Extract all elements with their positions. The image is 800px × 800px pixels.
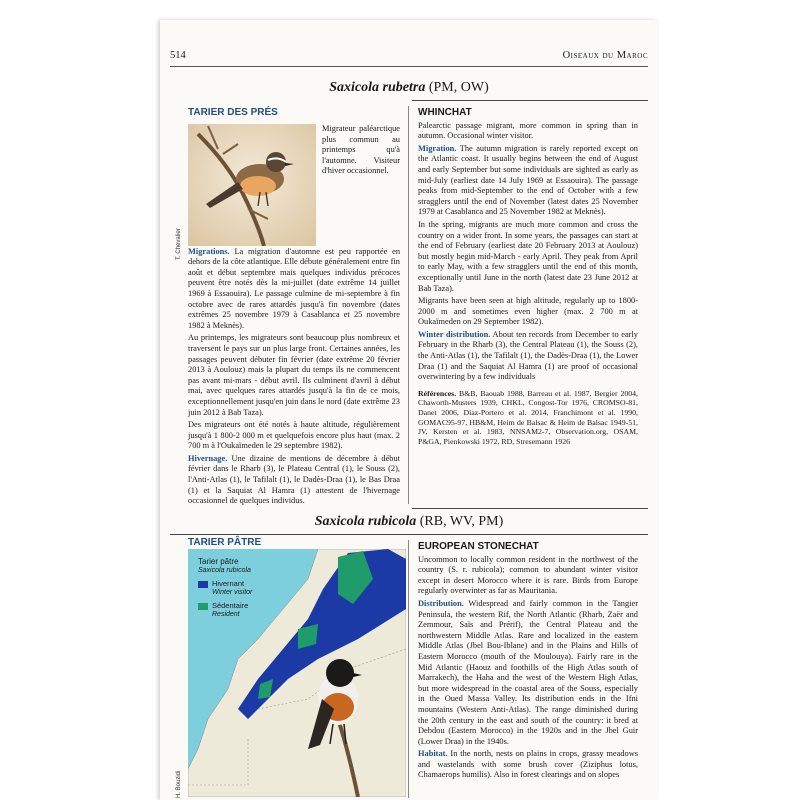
map-subtitle: Saxicola rubicola	[198, 567, 251, 574]
species-title-2	[170, 514, 648, 530]
legend-fr-resident: Sédentaire	[212, 601, 249, 610]
species-title	[170, 80, 648, 96]
legend-item-resident	[198, 601, 252, 619]
title-rule	[412, 100, 648, 101]
whinchat-photo	[188, 124, 316, 246]
en-migration-text: The autumn migration is rarely reported except on the Atlantic coast. It usually begins between the end of August and early September but some individuals are sighted as early as mid-July (earliest date 14 July 1969 at Essaouira). The passage peaks from mid-September to the end of October with a few stragglers until the end of November (latest dates 25 November 1979 at Casablanca and 25 November 1982 at Meknès).	[418, 143, 638, 217]
en-winter-lead: Winter distribution.	[418, 329, 491, 339]
en-habitat-lead: Habitat.	[418, 749, 448, 759]
distribution-map	[188, 549, 406, 797]
map-title: Tarier pâtre	[198, 557, 239, 566]
fr-migration-text: La migration d'automne est peu rapportée en dehors de la côte atlantique. Elle débute généralement entre fin août et début septembre mais quelques individus précoces peuvent être notés dès la mi-juillet (date extrême 14 juillet 1969 à Essaouira). Le passage culmine de mi-septembre à fin octobre avec de rares attardés jusqu'à fin novembre (dates extrêmes 25 novembre 1979 à Casablanca et 25 novembre 1982 à Meknès).	[188, 246, 401, 330]
english-intro: Palearctic passage migrant, more common in spring than in autumn. Occasional winter visitor.	[418, 120, 638, 141]
legend-swatch-winter	[198, 581, 208, 588]
header-rule	[170, 66, 648, 67]
status-codes-2: (RB, WV, PM)	[419, 514, 504, 529]
page-number: 514	[170, 50, 186, 61]
legend-en-winter: Winter visitor	[212, 589, 253, 596]
french-name: TARIER DES PRÉS	[188, 107, 278, 118]
photo-spacer	[188, 123, 400, 245]
english-name: WHINCHAT	[418, 107, 472, 118]
french-column	[188, 108, 400, 509]
french-intro-wrap	[322, 124, 400, 179]
whinchat-illustration	[188, 124, 316, 246]
map-legend	[198, 557, 252, 619]
english-column	[418, 108, 638, 448]
photo-credit-2: H. Bouzidi	[176, 770, 182, 798]
legend-fr-winter: Hivernant	[212, 579, 245, 588]
column-divider-2	[408, 540, 409, 798]
legend-swatch-resident	[198, 603, 208, 610]
english-column-2	[418, 542, 638, 783]
en-spring: In the spring, migrants are much more common and cross the country on a wider front. In some years, the passages can start at the end of February (earliest date 20 February 2013 at Aoulouz) but mostly begin mid-March - early April. They peak from April to early May, with a few stragglers until the end of this month, exceptionally until June in the north (latest date 23 June 2012 at Bab Taza).	[418, 219, 638, 293]
en-altitude: Migrants have been seen at high altitude, regularly up to 1800-2000 m and sometimes even higher (max. 2 700 m at Oukaïmeden on 29 September 1982).	[418, 296, 638, 327]
refs-lead: Références.	[418, 388, 457, 398]
fr-migration-lead: Migrations.	[188, 246, 230, 256]
fr-altitude: Des migrateurs ont été notés à haute altitude, régulièrement jusqu'à 1 800-2 000 m et quelquefois encore plus haut (max. 2 700 m à l'Oukaïmeden le 29 septembre 1982).	[188, 420, 400, 451]
photo-credit-1: T. Chevalier	[176, 228, 182, 260]
french-name-2: TARIER PÂTRE	[188, 537, 262, 548]
section-rule	[412, 508, 648, 509]
legend-item-winter	[198, 579, 252, 597]
book-page	[160, 20, 658, 800]
legend-en-resident: Resident	[212, 611, 240, 618]
en-distribution-lead: Distribution.	[418, 598, 464, 608]
title-rule-2	[170, 534, 648, 535]
fr-spring: Au printemps, les migrateurs sont beaucoup plus nombreux et traversent le pays sur un plus large front. Certaines années, les passages peuvent débuter fin février (date extrême 20 février 2013 à Aoulouz) mais la plupart du temps ils ne commencent pas avant mi-mars - début avril. Ils culminent d'avril à début mai, avec quelques rares attardés jusqu'à la fin de ce mois, exceptionnellement jusqu'en juin dans le nord (date extrême 23 juin 2012 à Bab Taza).	[188, 333, 400, 417]
fr-winter-text: Une dizaine de mentions de décembre à début février dans le Rharb (3), le Plateau Central (1), le Souss (2), l'Anti-Atlas (1), le Tafilalt (1), le Dadès-Draa (1), le Bas Draa (1) et la Saquiat Al Hamra (1) attestent de l'hivernage occasionnel de quelques individus.	[188, 453, 401, 506]
scientific-name-2: Saxicola rubicola	[314, 514, 417, 529]
english-intro-2: Uncommon to locally common resident in the northwest of the country (S. r. rubicola); common to abundant winter visitor except in desert Morocco where it is rare. Birds from Europe regularly overwinter as far as Mauritania.	[418, 554, 638, 596]
column-divider	[408, 106, 409, 504]
scientific-name: Saxicola rubetra	[329, 80, 426, 95]
en-distribution-text: Widespread and fairly common in the Tangier Peninsula, the western Rif, the North Atlantic (Rharb, Zaër and Zemmour, Saïs and Prérif), the Central Plateau and the northwestern Middle Atlas. Rare and localized in the eastern Middle Atlas (Jbel Bou-Iblane) and in the Plains and Hills of Eastern Morocco (mouth of the Moulouya). Fairly rare in the Mid Atlantic (Haouz and foothills of the High Atlas south of Marrakech), the Haha and the west of the Western High Atlas, but more widespread in the coastal area of the Souss, especially in the Oued Massa Valley. Its distribution ends in the Ifni mountains (Western Anti-Atlas). The range diminished during the 20th century in the east and south of the country: it bred at Debdou (Eastern Morocco) in the 1920s and in the Jbel Guir (Lower Draa) in the 1940s.	[418, 598, 638, 746]
en-migration-lead: Migration.	[418, 143, 457, 153]
running-title: Oiseaux du Maroc	[562, 50, 648, 61]
english-name-2: EUROPEAN STONECHAT	[418, 541, 539, 552]
en-winter-text: About ten records from December to early February in the Rharb (3), the Central Plateau (1), the Souss (2), the Anti-Atlas (1), the Tafilalt (1), the Dadès-Draa (1), the Lower Draa (1) and the Saquiat Al Hamra (1) are proof of occasional overwintering by a few individuals	[418, 329, 638, 382]
status-codes: (PM, OW)	[428, 80, 489, 95]
french-intro: Migrateur paléarctique plus commun au printemps qu'à l'automne. Visiteur d'hiver occasionnel.	[322, 124, 400, 176]
fr-winter-lead: Hivernage.	[188, 453, 228, 463]
en-habitat-text: In the north, nests on plains in crops, grassy meadows and wastelands with some brush cover (Ziziphus lotus, Chamaerops humilis). Also in forest clearings and on slopes	[418, 749, 639, 780]
refs-text: B&B, Baouab 1988, Barreau et al. 1987, Bergier 2004, Chaworth-Musters 1939, CHKL, Congost-Tor 1976, CROMSO-81, Danet 2006, Díaz-Portero et al. 2014, Franchimont et al. 1990, GOMAC95-97, HB&M, Heim de Balsac & Heim de Balsac 1949-51, JV, Kersten et al. 1983, NNSAM2-7, Observation.org, OSAM, P&GA, Pienkowski 1972, RD, Stresemann 1926	[418, 388, 638, 446]
